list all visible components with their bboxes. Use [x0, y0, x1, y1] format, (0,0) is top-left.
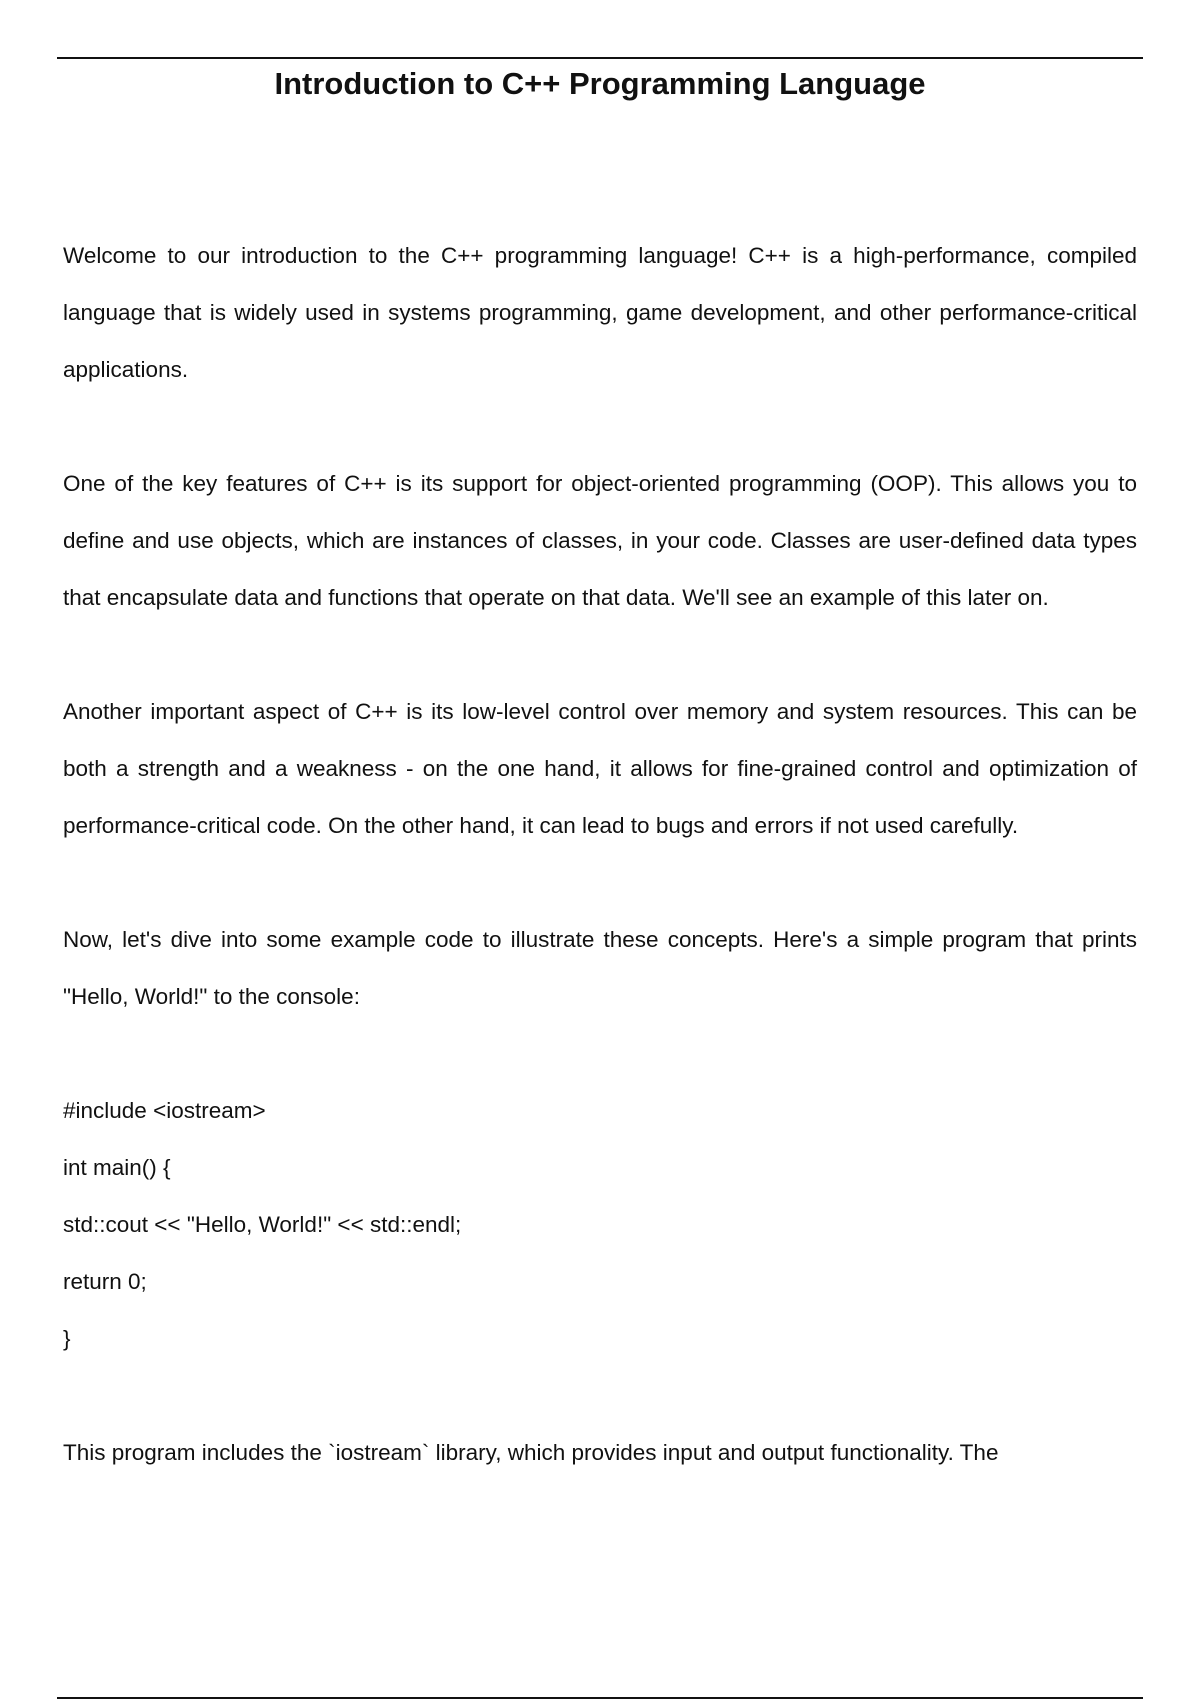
document-title: Introduction to C++ Programming Language [274, 66, 926, 101]
code-line: } [63, 1326, 71, 1351]
paragraph-example-intro: Now, let's dive into some example code to illustrate these concepts. Here's a simple program that prints "Hello, World!" to the console: [63, 927, 1137, 1009]
paragraph-oop: One of the key features of C++ is its support for object-oriented programming (OOP). This allows you to define and use objects, which are instances of classes, in your code. Classes are user-defined data types that encapsulate data and functions that operate on that data. We'll see an example of this later on. [63, 471, 1137, 610]
code-line: int main() { [63, 1155, 171, 1180]
code-line: #include <iostream> [63, 1098, 266, 1123]
code-line: std::cout << "Hello, World!" << std::endl; [63, 1212, 462, 1237]
paragraph-closing: This program includes the `iostream` library, which provides input and output functionality. The [63, 1440, 999, 1465]
bottom-rule [57, 1697, 1143, 1699]
code-line: return 0; [63, 1269, 147, 1294]
document-body [63, 227, 1137, 1481]
code-block [63, 1082, 1137, 1367]
paragraph-intro: Welcome to our introduction to the C++ programming language! C++ is a high-performance, compiled language that is widely used in systems programming, game development, and other performance-critical applications. [63, 243, 1137, 382]
top-rule [57, 57, 1143, 59]
paragraph-low-level: Another important aspect of C++ is its low-level control over memory and system resources. This can be both a strength and a weakness - on the one hand, it allows for fine-grained control and optimization of performance-critical code. On the other hand, it can lead to bugs and errors if not used carefully. [63, 699, 1137, 838]
